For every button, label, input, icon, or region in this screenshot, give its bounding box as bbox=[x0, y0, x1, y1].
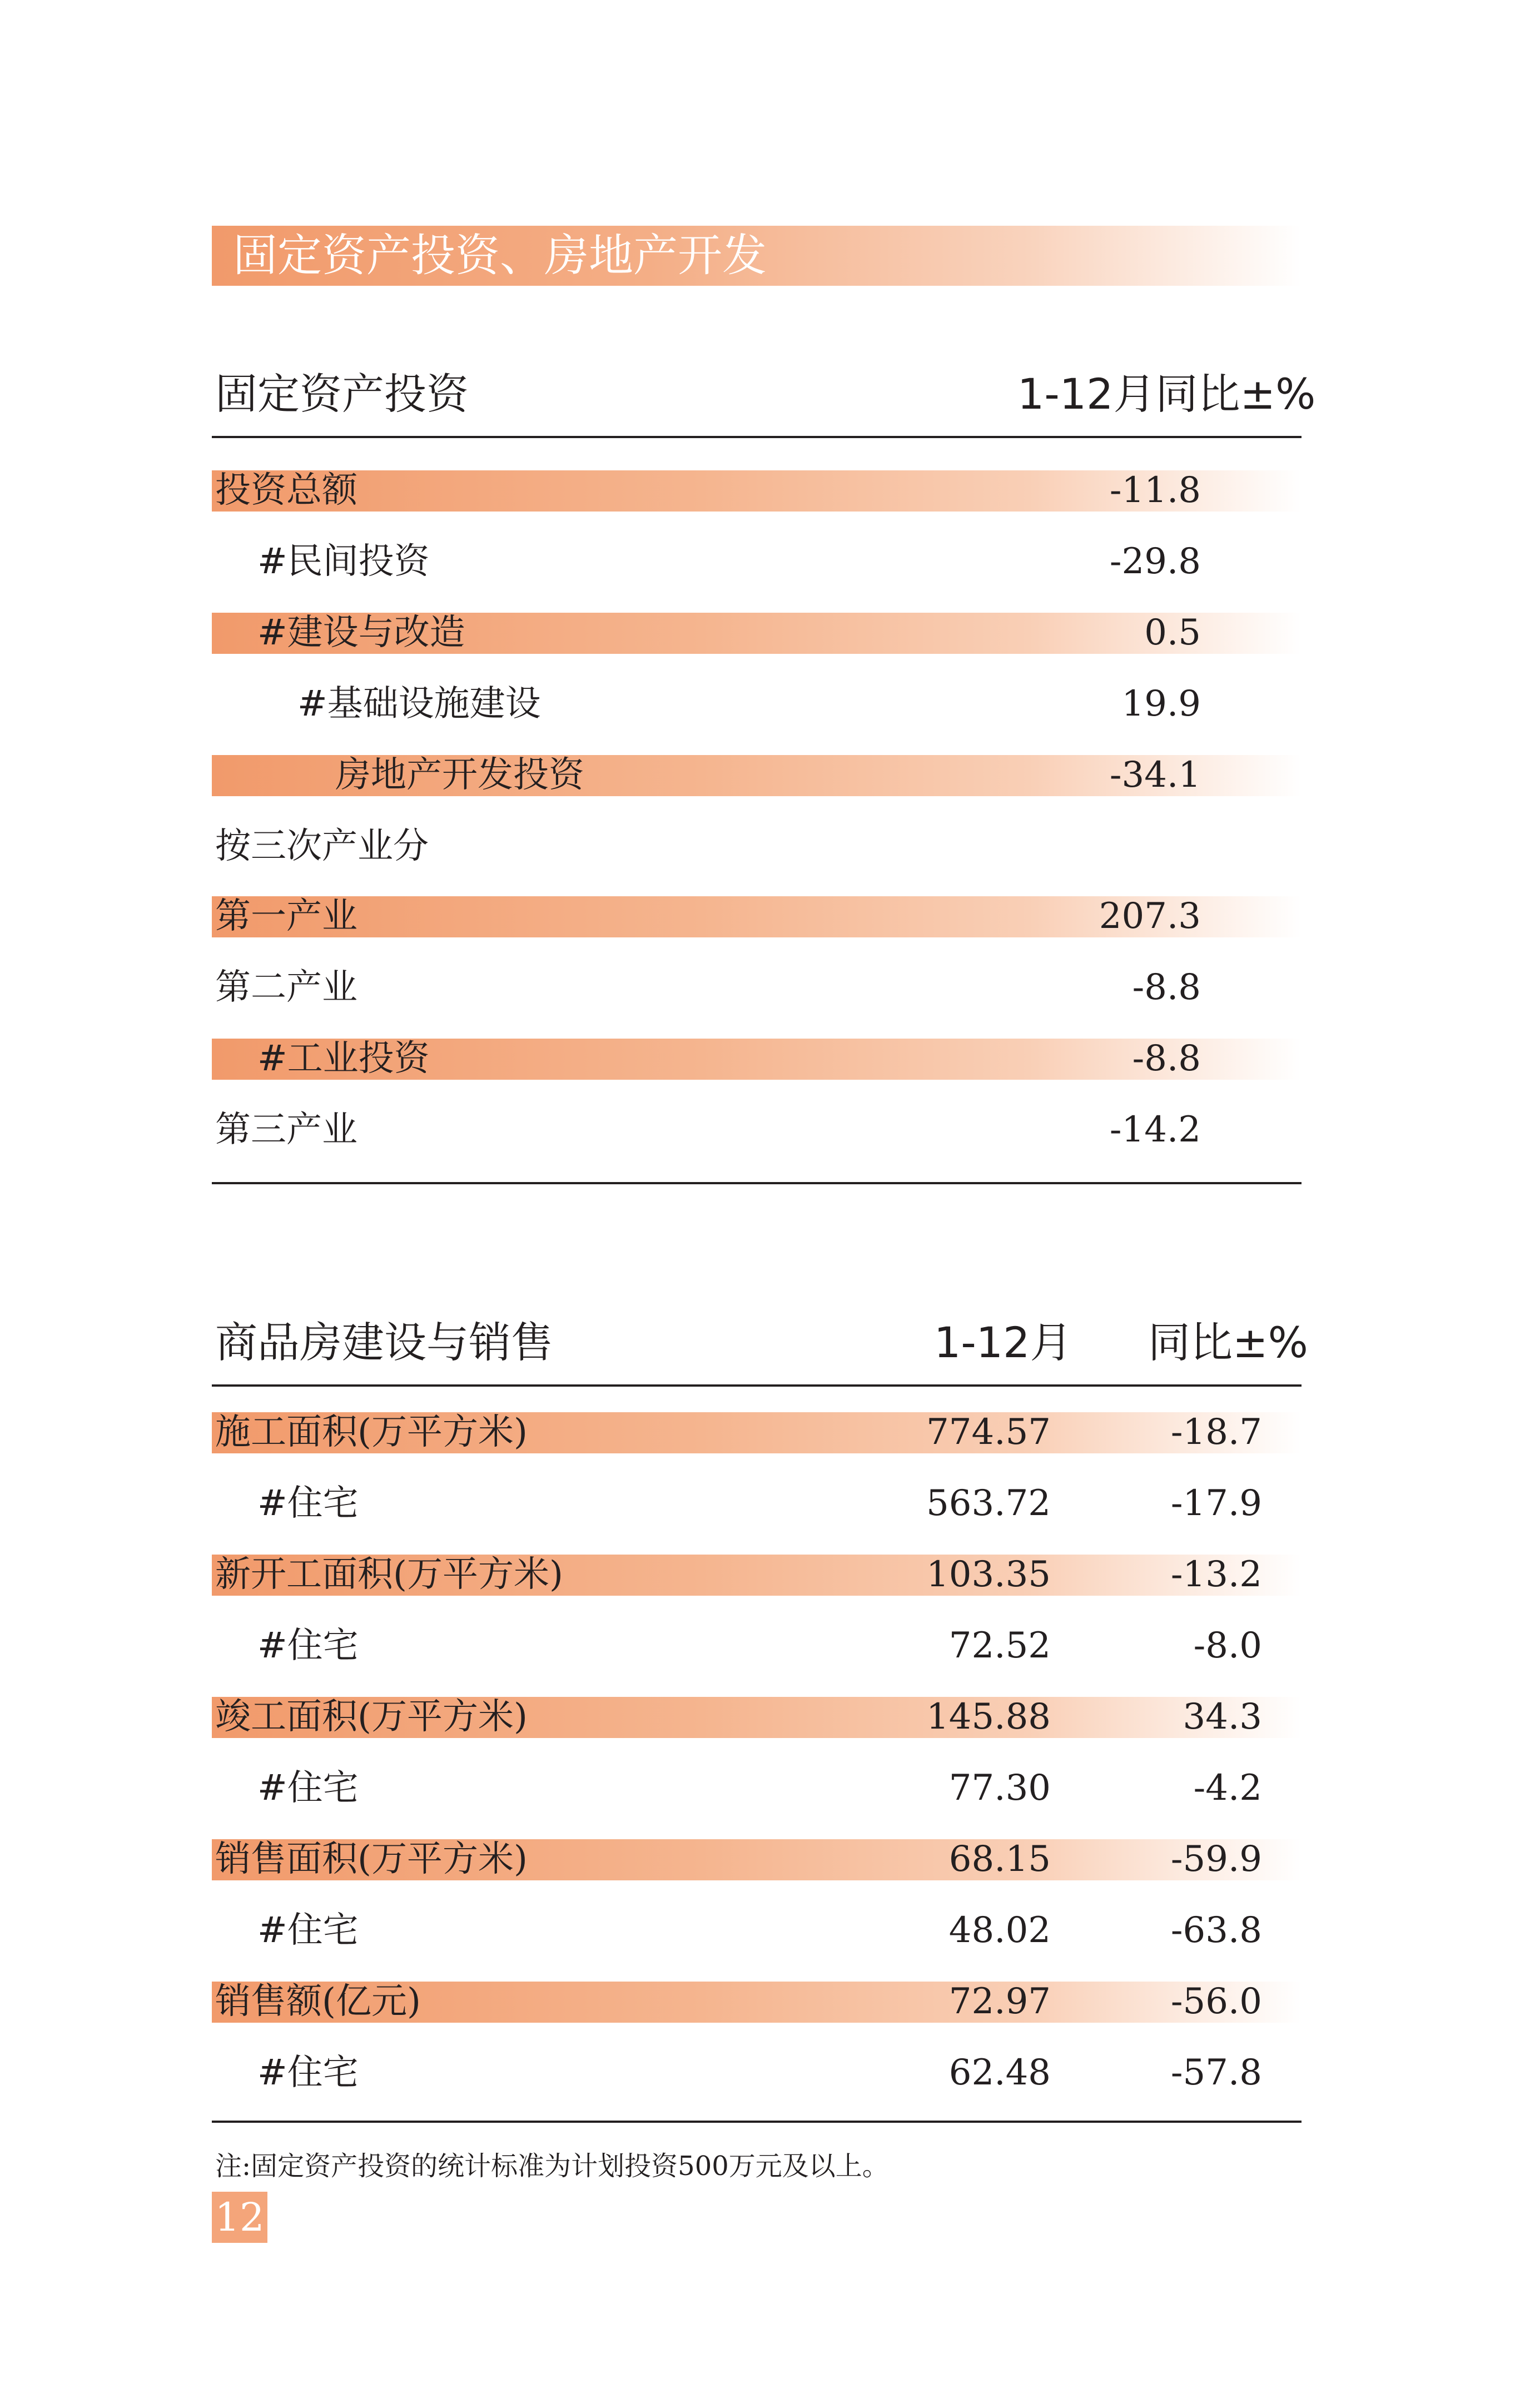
row-label: 竣工面积(万平方米) bbox=[215, 1696, 528, 1737]
row-label: 施工面积(万平方米) bbox=[215, 1412, 528, 1453]
table2-bottom-rule bbox=[212, 2121, 1302, 2123]
row-value: 68.15 bbox=[948, 1839, 1051, 1880]
row-label: 销售面积(万平方米) bbox=[215, 1839, 528, 1880]
row-label: 第二产业 bbox=[215, 967, 357, 1008]
row-label: 按三次产业分 bbox=[215, 826, 429, 867]
page-number: 12 bbox=[215, 2194, 265, 2240]
row-label: #工业投资 bbox=[257, 1038, 430, 1079]
table1-top-rule bbox=[212, 436, 1302, 438]
row-value: 72.52 bbox=[948, 1625, 1051, 1666]
row-value: -34.1 bbox=[1109, 754, 1201, 796]
row-label: 投资总额 bbox=[215, 470, 357, 511]
row-value: 207.3 bbox=[1099, 896, 1201, 937]
row-yoy: 34.3 bbox=[1183, 1696, 1262, 1737]
row-yoy: -17.9 bbox=[1170, 1483, 1262, 1524]
row-yoy: -59.9 bbox=[1170, 1839, 1262, 1880]
row-label: #住宅 bbox=[257, 1625, 359, 1666]
row-yoy: -56.0 bbox=[1170, 1981, 1262, 2022]
row-label: #基础设施建设 bbox=[297, 683, 541, 724]
row-label: #住宅 bbox=[257, 1483, 359, 1524]
row-label: #住宅 bbox=[257, 1910, 359, 1951]
row-value: 774.57 bbox=[926, 1412, 1051, 1453]
section-title: 固定资产投资、房地产开发 bbox=[233, 230, 767, 281]
table2-top-rule bbox=[212, 1384, 1302, 1387]
page-number-box bbox=[212, 2192, 267, 2243]
row-yoy: -57.8 bbox=[1170, 2052, 1262, 2093]
row-value: -14.2 bbox=[1109, 1109, 1201, 1150]
housing-col1-header: 1-12月 bbox=[934, 1318, 1072, 1367]
row-label: 房地产开发投资 bbox=[335, 754, 584, 796]
row-yoy: -63.8 bbox=[1170, 1910, 1262, 1951]
row-label: #住宅 bbox=[257, 2052, 359, 2093]
row-value: -11.8 bbox=[1109, 470, 1201, 511]
row-value: -8.8 bbox=[1132, 1038, 1201, 1079]
row-value: -29.8 bbox=[1109, 541, 1201, 582]
row-value: 145.88 bbox=[926, 1696, 1051, 1737]
row-label: 新开工面积(万平方米) bbox=[215, 1554, 563, 1595]
row-value: 48.02 bbox=[948, 1910, 1051, 1951]
row-label: 第一产业 bbox=[215, 896, 357, 937]
fixed-investment-title: 固定资产投资 bbox=[215, 369, 469, 419]
row-value: 77.30 bbox=[948, 1767, 1051, 1809]
row-value: -8.8 bbox=[1132, 967, 1201, 1008]
fixed-investment-col-header: 1-12月同比±% bbox=[1017, 369, 1316, 419]
row-value: 19.9 bbox=[1121, 683, 1201, 724]
row-value: 0.5 bbox=[1144, 612, 1201, 653]
housing-col2-header: 同比±% bbox=[1148, 1318, 1308, 1367]
housing-title: 商品房建设与销售 bbox=[215, 1318, 553, 1367]
row-value: 563.72 bbox=[926, 1483, 1051, 1524]
row-label: #建设与改造 bbox=[257, 612, 465, 653]
section-banner bbox=[212, 226, 1302, 286]
row-label: #住宅 bbox=[257, 1767, 359, 1809]
row-yoy: -18.7 bbox=[1170, 1412, 1262, 1453]
row-label: #民间投资 bbox=[257, 541, 430, 582]
row-label: 第三产业 bbox=[215, 1109, 357, 1150]
table1-bottom-rule bbox=[212, 1182, 1302, 1184]
row-yoy: -8.0 bbox=[1193, 1625, 1262, 1666]
row-value: 103.35 bbox=[926, 1554, 1051, 1595]
row-value: 62.48 bbox=[948, 2052, 1051, 2093]
row-value: 72.97 bbox=[948, 1981, 1051, 2022]
row-yoy: -4.2 bbox=[1193, 1767, 1262, 1809]
row-label: 销售额(亿元) bbox=[215, 1981, 421, 2022]
footnote: 注:固定资产投资的统计标准为计划投资500万元及以上。 bbox=[215, 2151, 889, 2182]
row-yoy: -13.2 bbox=[1170, 1554, 1262, 1595]
